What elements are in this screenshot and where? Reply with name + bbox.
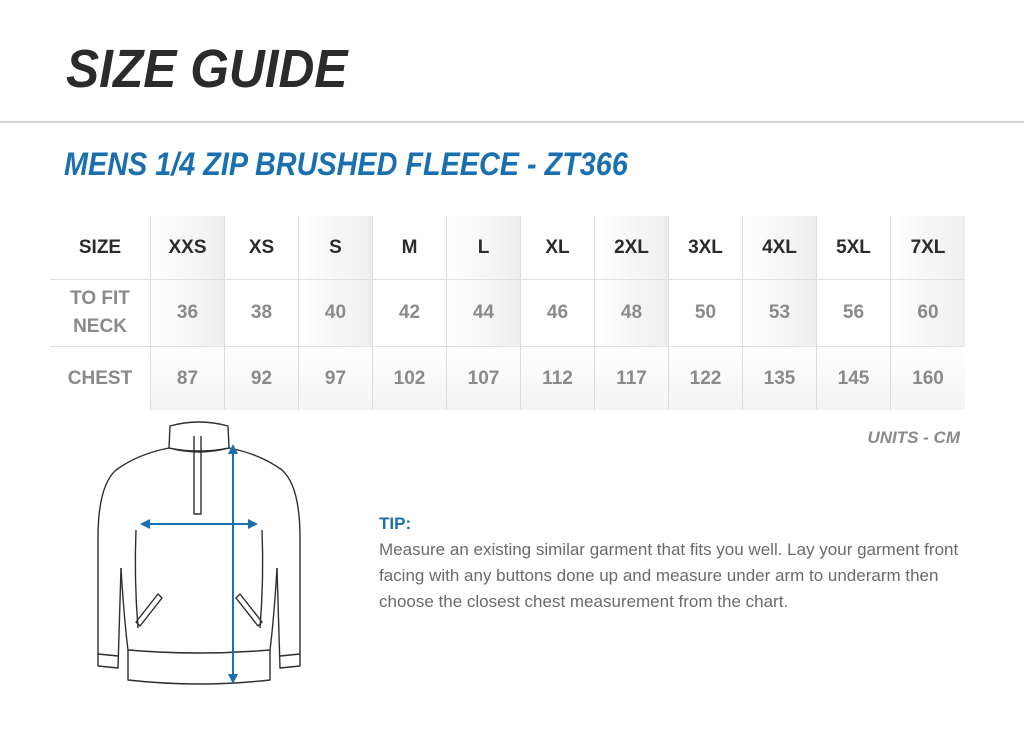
size-cell: L — [447, 216, 521, 279]
chest-cell: 122 — [669, 346, 743, 410]
neck-cell: 38 — [225, 279, 299, 346]
chest-cell: 112 — [521, 346, 595, 410]
page-title: SIZE GUIDE — [66, 39, 348, 99]
chest-row-label: CHEST — [50, 346, 151, 410]
chest-cell: 97 — [299, 346, 373, 410]
size-cell: M — [373, 216, 447, 279]
size-cell: 5XL — [817, 216, 891, 279]
chest-cell: 145 — [817, 346, 891, 410]
neck-label-text: TO FIT NECK — [70, 288, 130, 337]
neck-row — [50, 279, 984, 346]
size-cell: XS — [225, 216, 299, 279]
size-cell: 2XL — [595, 216, 669, 279]
header-divider — [0, 121, 1024, 123]
neck-cell: 46 — [521, 279, 595, 346]
size-cell: 4XL — [743, 216, 817, 279]
size-cell: XL — [521, 216, 595, 279]
chest-cell: 102 — [373, 346, 447, 410]
neck-cell: 44 — [447, 279, 521, 346]
tip-heading: TIP: — [379, 514, 412, 533]
chest-row — [50, 346, 984, 410]
neck-cell: 56 — [817, 279, 891, 346]
chest-cell: 160 — [891, 346, 965, 410]
size-table — [50, 216, 984, 410]
chest-cell: 117 — [595, 346, 669, 410]
neck-cell: 60 — [891, 279, 965, 346]
size-row-label: SIZE — [50, 216, 151, 279]
neck-cell: 42 — [373, 279, 447, 346]
chest-cell: 92 — [225, 346, 299, 410]
size-cell: XXS — [151, 216, 225, 279]
chest-cell: 107 — [447, 346, 521, 410]
quarter-zip-fleece-icon — [88, 418, 310, 688]
neck-cell: 40 — [299, 279, 373, 346]
neck-row-label — [50, 279, 151, 346]
product-title: MENS 1/4 ZIP BRUSHED FLEECE - ZT366 — [64, 146, 628, 182]
neck-cell: 36 — [151, 279, 225, 346]
tip-text: Measure an existing similar garment that fits you well. Lay your garment front facing with any buttons done up and measure under arm to underarm then choose the closest chest measurement from the chart. — [379, 540, 959, 611]
size-cell: 7XL — [891, 216, 965, 279]
size-row — [50, 216, 984, 279]
neck-cell: 53 — [743, 279, 817, 346]
chest-cell: 87 — [151, 346, 225, 410]
size-cell: S — [299, 216, 373, 279]
chest-cell: 135 — [743, 346, 817, 410]
neck-cell: 48 — [595, 279, 669, 346]
neck-cell: 50 — [669, 279, 743, 346]
units-label: UNITS - CM — [867, 428, 960, 447]
size-cell: 3XL — [669, 216, 743, 279]
